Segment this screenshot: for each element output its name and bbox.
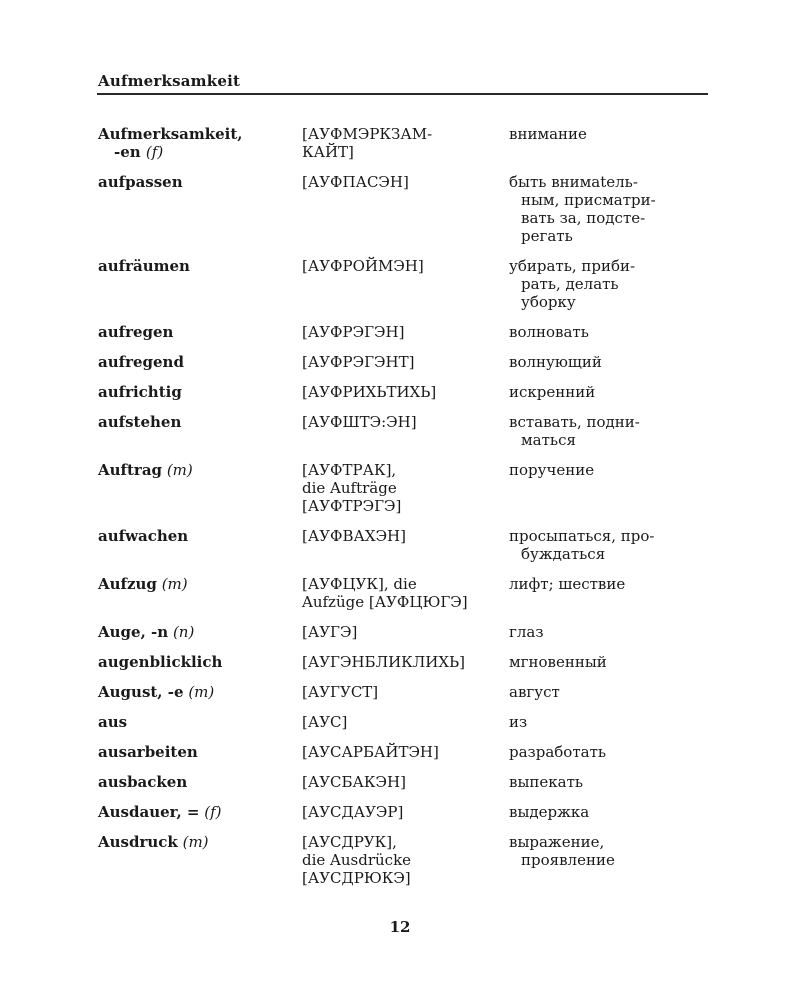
meaning-line: выдержка	[509, 803, 590, 821]
entry-meaning	[509, 461, 708, 515]
meaning-line: выпекать	[509, 773, 584, 791]
dictionary-entry	[98, 713, 708, 731]
dictionary-entry	[98, 653, 708, 671]
meaning-line: рать, делать	[521, 275, 619, 293]
meaning-line: искренний	[509, 383, 596, 401]
entry-transcription	[302, 461, 509, 515]
entry-word-column	[98, 623, 302, 641]
dictionary-entry	[98, 575, 708, 611]
entry-transcription	[302, 125, 509, 161]
transcription-line: [АУФРИХЬТИХЬ]	[302, 383, 437, 401]
entry-word-column	[98, 803, 302, 821]
entry-word-line	[98, 383, 302, 401]
meaning-line: убирать, приби-	[509, 257, 636, 275]
meaning-line: уборку	[521, 293, 576, 311]
entry-word-line	[98, 413, 302, 431]
entry-transcription	[302, 257, 509, 311]
transcription-line: die Ausdrücke	[302, 851, 412, 869]
entry-word-column	[98, 383, 302, 401]
meaning-line: волновать	[509, 323, 589, 341]
dictionary-entry	[98, 773, 708, 791]
entry-word-column	[98, 575, 302, 611]
dictionary-entry	[98, 257, 708, 311]
dictionary-entry	[98, 803, 708, 821]
transcription-line: [АУСАРБАЙТЭН]	[302, 743, 439, 761]
dictionary-entry	[98, 743, 708, 761]
dictionary-entry	[98, 323, 708, 341]
entry-transcription	[302, 527, 509, 563]
meaning-line: регать	[521, 227, 573, 245]
dictionary-entry	[98, 833, 708, 887]
gender-marker: (f)	[204, 803, 222, 821]
head-word: Ausdruck	[98, 833, 178, 851]
head-word: aus	[98, 713, 128, 731]
entry-word-line	[98, 653, 302, 671]
transcription-line: [АУГЭ]	[302, 623, 358, 641]
transcription-line: КАЙТ]	[302, 143, 354, 161]
entry-word-column	[98, 833, 302, 887]
transcription-line: [АУФШТЭ:ЭН]	[302, 413, 417, 431]
meaning-line: август	[509, 683, 560, 701]
transcription-line: [АУГУСТ]	[302, 683, 379, 701]
transcription-line: [АУС]	[302, 713, 348, 731]
entry-meaning	[509, 575, 708, 611]
head-word: ausarbeiten	[98, 743, 198, 761]
meaning-line: ным, присматри-	[521, 191, 656, 209]
header-rule	[97, 93, 708, 95]
running-head: Aufmerksamkeit	[98, 72, 241, 90]
head-word: aufräumen	[98, 257, 190, 275]
head-word: ausbacken	[98, 773, 188, 791]
transcription-line: [АУФВАХЭН]	[302, 527, 406, 545]
transcription-line: [АУСБАКЭН]	[302, 773, 406, 791]
transcription-line: [АУФРОЙМЭН]	[302, 257, 424, 275]
head-word: aufregen	[98, 323, 174, 341]
entry-meaning	[509, 527, 708, 563]
entry-transcription	[302, 773, 509, 791]
entry-word-line	[98, 461, 302, 479]
entry-word-column	[98, 173, 302, 245]
dictionary-entry	[98, 383, 708, 401]
entry-transcription	[302, 683, 509, 701]
transcription-line: [АУФТРАК],	[302, 461, 397, 479]
entry-transcription	[302, 803, 509, 821]
entry-meaning	[509, 803, 708, 821]
entry-word-column	[98, 257, 302, 311]
plural-suffix: -en	[114, 143, 141, 161]
entry-meaning	[509, 353, 708, 371]
entry-meaning	[509, 413, 708, 449]
entry-meaning	[509, 713, 708, 731]
entry-word-column	[98, 743, 302, 761]
meaning-line: глаз	[509, 623, 544, 641]
entry-transcription	[302, 653, 509, 671]
transcription-line: [АУФТРЭГЭ]	[302, 497, 402, 515]
entry-transcription	[302, 833, 509, 887]
gender-marker: (n)	[172, 623, 195, 641]
dictionary-entry	[98, 353, 708, 371]
dictionary-entry	[98, 623, 708, 641]
dictionary-entry	[98, 683, 708, 701]
transcription-line: [АУФЦУК], die	[302, 575, 417, 593]
plural-suffix-line	[98, 143, 302, 161]
meaning-line: выражение,	[509, 833, 605, 851]
entry-transcription	[302, 173, 509, 245]
entry-meaning	[509, 257, 708, 311]
entry-meaning	[509, 773, 708, 791]
entry-meaning	[509, 173, 708, 245]
head-word: Aufzug	[98, 575, 157, 593]
entry-word-column	[98, 413, 302, 449]
entry-word-line	[98, 527, 302, 545]
meaning-line: просыпаться, про-	[509, 527, 655, 545]
entry-transcription	[302, 353, 509, 371]
entry-word-line	[98, 623, 302, 641]
transcription-line: [АУСДАУЭР]	[302, 803, 404, 821]
head-word: aufregend	[98, 353, 184, 371]
entry-word-column	[98, 713, 302, 731]
gender-marker: (m)	[161, 575, 188, 593]
dictionary-entries	[98, 125, 708, 899]
entry-word-column	[98, 461, 302, 515]
transcription-line: [АУФМЭРКЗАМ-	[302, 125, 433, 143]
entry-word-column	[98, 125, 302, 161]
transcription-line: [АУФРЭГЭНТ]	[302, 353, 415, 371]
entry-word-line	[98, 125, 302, 143]
head-word: aufrichtig	[98, 383, 182, 401]
entry-transcription	[302, 623, 509, 641]
dictionary-entry	[98, 527, 708, 563]
entry-word-line	[98, 257, 302, 275]
transcription-line: [АУСДРУК],	[302, 833, 397, 851]
entry-word-column	[98, 527, 302, 563]
entry-word-line	[98, 773, 302, 791]
entry-transcription	[302, 713, 509, 731]
transcription-line: [АУГЭНБЛИКЛИХЬ]	[302, 653, 466, 671]
entry-meaning	[509, 683, 708, 701]
dictionary-entry	[98, 173, 708, 245]
entry-meaning	[509, 653, 708, 671]
entry-word-column	[98, 653, 302, 671]
entry-word-column	[98, 353, 302, 371]
entry-word-line	[98, 803, 302, 821]
head-word: Aufmerksamkeit,	[98, 125, 243, 143]
entry-transcription	[302, 575, 509, 611]
entry-meaning	[509, 623, 708, 641]
meaning-line: вать за, подсте-	[521, 209, 646, 227]
entry-meaning	[509, 323, 708, 341]
entry-transcription	[302, 383, 509, 401]
gender-marker: (f)	[145, 143, 164, 161]
entry-meaning	[509, 125, 708, 161]
head-word: August, -e	[98, 683, 184, 701]
head-word: Auftrag	[98, 461, 163, 479]
meaning-line: быть внимatель-	[509, 173, 638, 191]
entry-word-line	[98, 173, 302, 191]
meaning-line: буждаться	[521, 545, 606, 563]
meaning-line: волнующий	[509, 353, 602, 371]
transcription-line: [АУСДРЮКЭ]	[302, 869, 411, 887]
gender-marker: (m)	[166, 461, 193, 479]
meaning-line: из	[509, 713, 528, 731]
gender-marker: (m)	[188, 683, 215, 701]
dictionary-entry	[98, 461, 708, 515]
entry-word-line	[98, 323, 302, 341]
head-word: aufstehen	[98, 413, 182, 431]
meaning-line: вставать, подни-	[509, 413, 640, 431]
head-word: aufwachen	[98, 527, 189, 545]
transcription-line: Aufzüge [АУФЦЮГЭ]	[302, 593, 468, 611]
page-number: 12	[389, 918, 411, 936]
head-word: Ausdauer, =	[98, 803, 200, 821]
transcription-line: die Aufträge	[302, 479, 397, 497]
meaning-line: поручение	[509, 461, 595, 479]
head-word: Auge, -n	[98, 623, 169, 641]
entry-word-column	[98, 683, 302, 701]
entry-meaning	[509, 383, 708, 401]
entry-meaning	[509, 833, 708, 887]
entry-word-line	[98, 683, 302, 701]
head-word: aufpassen	[98, 173, 183, 191]
gender-marker: (m)	[182, 833, 209, 851]
dictionary-entry	[98, 413, 708, 449]
entry-word-line	[98, 713, 302, 731]
entry-word-line	[98, 833, 302, 851]
head-word: augenblicklich	[98, 653, 223, 671]
entry-word-line	[98, 743, 302, 761]
meaning-line: проявление	[521, 851, 615, 869]
transcription-line: [АУФРЭГЭН]	[302, 323, 405, 341]
entry-word-column	[98, 323, 302, 341]
entry-transcription	[302, 743, 509, 761]
meaning-line: мгновенный	[509, 653, 607, 671]
transcription-line: [АУФПАСЭН]	[302, 173, 409, 191]
entry-transcription	[302, 323, 509, 341]
meaning-line: внимание	[509, 125, 587, 143]
meaning-line: лифт; шествие	[509, 575, 626, 593]
entry-word-line	[98, 575, 302, 593]
dictionary-entry	[98, 125, 708, 161]
meaning-line: маться	[521, 431, 576, 449]
entry-meaning	[509, 743, 708, 761]
meaning-line: разработать	[509, 743, 607, 761]
entry-transcription	[302, 413, 509, 449]
entry-word-line	[98, 353, 302, 371]
entry-word-column	[98, 773, 302, 791]
